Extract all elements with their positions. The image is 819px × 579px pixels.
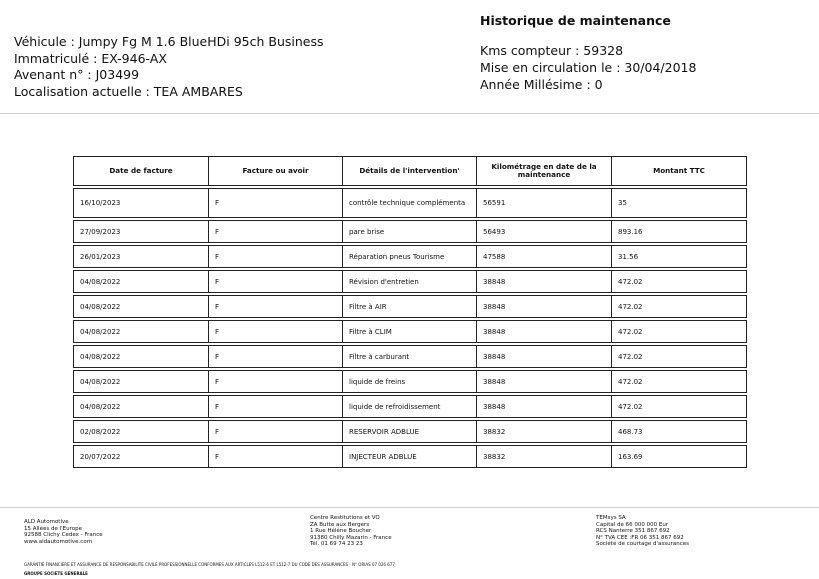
legal-notice: GARANTIE FINANCIERE ET ASSURANCE DE RESPONSABILITE CIVILE PROFESSIONNELLE CONFORMES AUX ARTICLES L512-6 ET L512-7 DU CODE DES ASSURANCES - N° ORIAS 07 026 677: [24, 562, 395, 567]
footer-line: TEMsys SA: [596, 515, 626, 521]
cell-invoice-type: F: [209, 321, 343, 343]
header-invoice-date: Date de facture: [74, 157, 209, 186]
cell-details: RESERVOIR ADBLUE: [343, 421, 477, 443]
cell-details: Filtre à CLIM: [343, 321, 477, 343]
cell-invoice-date: 04/08/2022: [74, 371, 209, 393]
cell-details: Filtre à AIR: [343, 296, 477, 318]
table-row: [74, 321, 747, 343]
cell-details: contrôle technique complémenta: [343, 189, 477, 218]
table-row: [74, 346, 747, 368]
table-row: [74, 189, 747, 218]
group-notice: GROUPE SOCIETE GENERALE: [24, 571, 88, 576]
footer-line: 92588 Clichy Cedex - France: [24, 532, 103, 538]
cell-invoice-date: 04/08/2022: [74, 346, 209, 368]
footer-line: Société de courtage d'assurances: [596, 541, 689, 547]
cell-invoice-date: 26/01/2023: [74, 246, 209, 268]
cell-amount: 472.02: [612, 296, 747, 318]
table-row: [74, 421, 747, 443]
cell-details: liquide de refroidissement: [343, 396, 477, 418]
cell-invoice-type: F: [209, 346, 343, 368]
cell-invoice-date: 16/10/2023: [74, 189, 209, 218]
cell-invoice-type: F: [209, 446, 343, 468]
footer-line: Capital de 66 000 000 Eur: [596, 521, 669, 528]
table-row: [74, 221, 747, 243]
maintenance-table: [73, 156, 747, 468]
footer-line: Tél. 01 69 74 23 23: [310, 541, 363, 547]
cell-amount: 163.69: [612, 446, 747, 468]
footer-line: www.aldautomotive.com: [24, 538, 93, 545]
cell-mileage: 38848: [477, 396, 612, 418]
footer-line: N° TVA CEE :FR 06 351 867 692: [596, 534, 684, 541]
footer-line: 15 Allées de l'Europe: [24, 525, 82, 532]
model-year: Année Millésime : 0: [480, 77, 603, 92]
cell-mileage: 47588: [477, 246, 612, 268]
cell-amount: 472.02: [612, 346, 747, 368]
vehicle-info: [14, 34, 324, 100]
odometer: Kms compteur : 59328: [480, 43, 624, 58]
cell-invoice-date: 27/09/2023: [74, 221, 209, 243]
footer-line: ALD Automotive: [24, 519, 69, 525]
cell-details: Filtre à carburant: [343, 346, 477, 368]
history-title: Historique de maintenance: [480, 13, 671, 28]
cell-invoice-date: 04/08/2022: [74, 271, 209, 293]
table-row: [74, 271, 747, 293]
cell-mileage: 38848: [477, 296, 612, 318]
cell-invoice-type: F: [209, 271, 343, 293]
table-row: [74, 371, 747, 393]
footer-divider: [0, 507, 819, 508]
cell-invoice-type: F: [209, 296, 343, 318]
cell-amount: 893.16: [612, 221, 747, 243]
cell-invoice-type: F: [209, 421, 343, 443]
table-row: [74, 396, 747, 418]
history-info: [480, 42, 696, 93]
cell-details: Réparation pneus Tourisme: [343, 246, 477, 268]
vehicle-location: Localisation actuelle : TEA AMBARES: [14, 83, 243, 99]
cell-mileage: 56493: [477, 221, 612, 243]
cell-invoice-date: 04/08/2022: [74, 396, 209, 418]
footer-col-center: [310, 515, 392, 548]
vehicle-amendment: Avenant n° : J03499: [14, 67, 140, 82]
vehicle-model: Véhicule : Jumpy Fg M 1.6 BlueHDi 95ch Business: [14, 34, 324, 49]
footer-line: Centre Restitutions et VO: [310, 515, 380, 521]
footer-line: RCS Nanterre 351 867 692: [596, 528, 670, 534]
table-row: [74, 446, 747, 468]
cell-mileage: 38848: [477, 371, 612, 393]
cell-invoice-type: F: [209, 246, 343, 268]
header-amount: Montant TTC: [612, 157, 747, 186]
cell-invoice-type: F: [209, 221, 343, 243]
cell-mileage: 38832: [477, 446, 612, 468]
first-registration: Mise en circulation le : 30/04/2018: [480, 60, 697, 75]
vehicle-registration: Immatriculé : EX-946-AX: [14, 50, 167, 66]
header-details: Détails de l'intervention': [343, 157, 477, 186]
footer-col-legal-entity: [596, 515, 689, 548]
cell-mileage: 38832: [477, 421, 612, 443]
cell-amount: 468.73: [612, 421, 747, 443]
cell-details: liquide de freins: [343, 371, 477, 393]
cell-details: INJECTEUR ADBLUE: [343, 446, 477, 468]
footer-line: 1 Rue Hélène Boucher: [310, 528, 372, 534]
cell-amount: 472.02: [612, 371, 747, 393]
footer-line: ZA Butte aux Bergers: [310, 521, 370, 528]
cell-details: Révision d'entretien: [343, 271, 477, 293]
header-divider: [0, 113, 819, 114]
cell-invoice-type: F: [209, 189, 343, 218]
cell-amount: 35: [612, 189, 747, 218]
cell-invoice-type: F: [209, 371, 343, 393]
footer-col-company: [24, 519, 103, 545]
cell-invoice-date: 04/08/2022: [74, 296, 209, 318]
cell-amount: 472.02: [612, 396, 747, 418]
cell-invoice-type: F: [209, 396, 343, 418]
table-body: [74, 186, 747, 468]
footer-line: 91380 Chilly Mazarin - France: [310, 534, 392, 541]
header-invoice-type: Facture ou avoir: [209, 157, 343, 186]
cell-mileage: 38848: [477, 346, 612, 368]
cell-amount: 31.56: [612, 246, 747, 268]
cell-mileage: 38848: [477, 321, 612, 343]
table-header-row: [74, 157, 747, 186]
cell-mileage: 56591: [477, 189, 612, 218]
cell-details: pare brise: [343, 221, 477, 243]
cell-invoice-date: 20/07/2022: [74, 446, 209, 468]
cell-amount: 472.02: [612, 321, 747, 343]
cell-invoice-date: 04/08/2022: [74, 321, 209, 343]
table-row: [74, 246, 747, 268]
cell-mileage: 38848: [477, 271, 612, 293]
cell-invoice-date: 02/08/2022: [74, 421, 209, 443]
cell-amount: 472.02: [612, 271, 747, 293]
table-row: [74, 296, 747, 318]
header-mileage: Kilométrage en date de la maintenance: [477, 157, 612, 186]
